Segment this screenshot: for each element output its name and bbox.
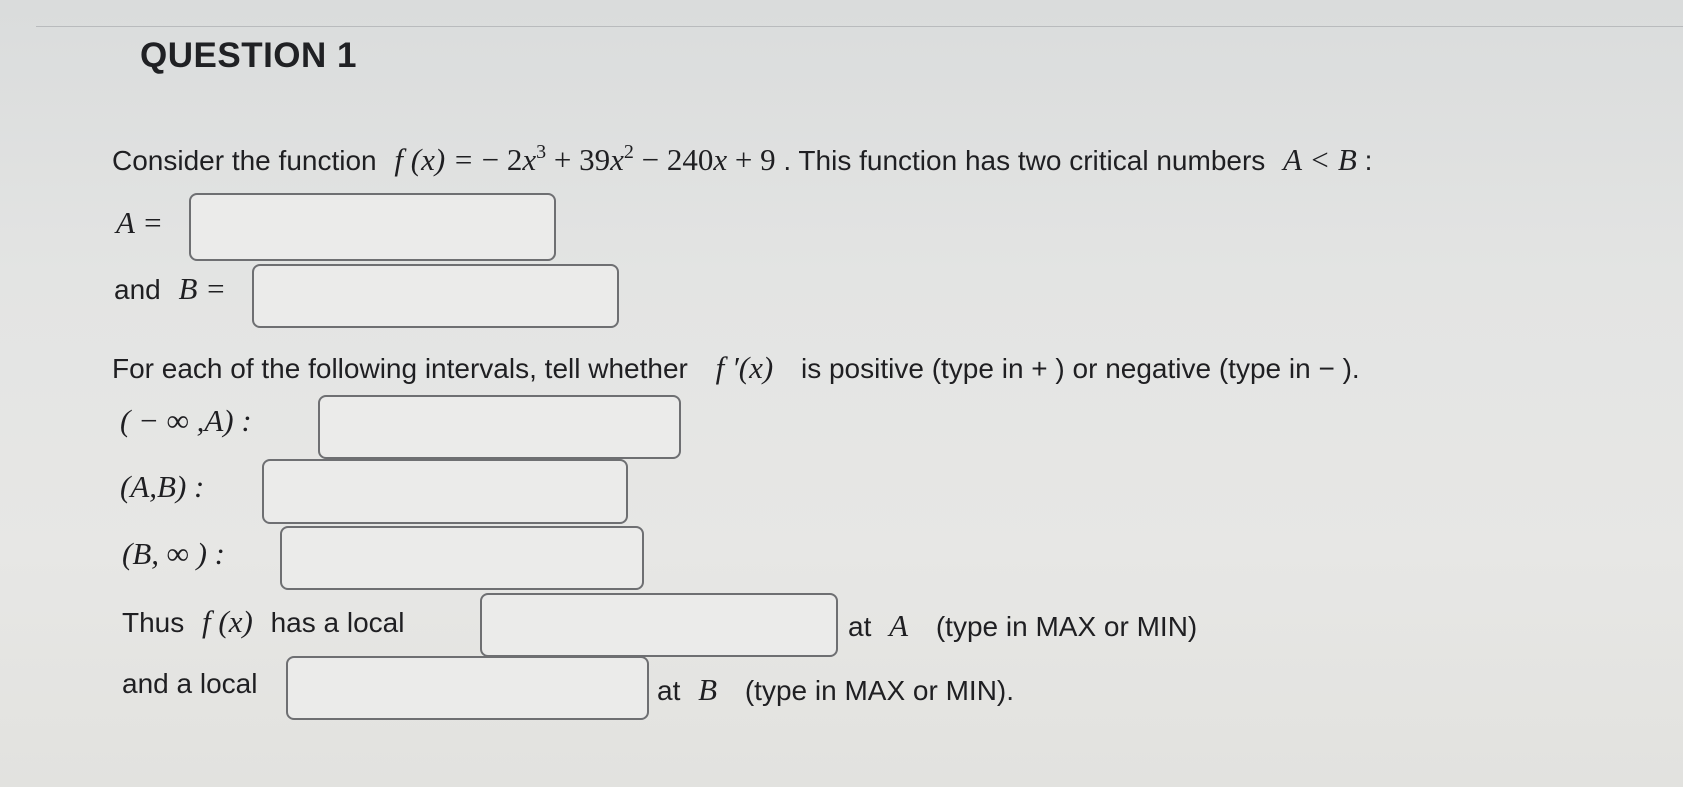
expression-term: + 9 <box>727 142 776 177</box>
function-statement <box>112 142 1372 178</box>
local-b-type-input[interactable] <box>286 656 649 720</box>
thus-text: Thus <box>122 607 185 638</box>
b-prefix: and <box>114 274 161 305</box>
conclusion-line-2-end <box>657 672 1014 708</box>
var-b: B <box>698 672 718 707</box>
sign-prompt-start: For each of the following intervals, tell whether <box>112 353 688 384</box>
local-a-type-input[interactable] <box>480 593 838 657</box>
has-local-text: has a local <box>270 607 405 638</box>
function-expression <box>482 142 776 177</box>
expression-term: x <box>522 142 537 177</box>
conclusion-line-1-end <box>848 608 1197 644</box>
expression-term: + 39 <box>546 142 611 177</box>
intro-prefix: Consider the function <box>112 145 377 176</box>
interval-1-input[interactable] <box>318 395 681 459</box>
and-local-text: and a local <box>122 668 258 699</box>
b-label: B = <box>178 271 227 306</box>
a-answer-input[interactable] <box>189 193 556 261</box>
interval-2-label: (A,B) : <box>120 469 205 504</box>
intro-colon: : <box>1364 145 1373 176</box>
interval-3-label: (B, ∞ ) : <box>122 536 226 571</box>
b-answer-input[interactable] <box>252 264 619 328</box>
type-hint-b: (type in MAX or MIN). <box>744 675 1015 706</box>
interval-2-input[interactable] <box>262 459 628 524</box>
expression-term: x <box>713 142 728 177</box>
interval-1-label: ( − ∞ ,A) : <box>120 403 252 438</box>
interval-3-input[interactable] <box>280 526 644 590</box>
expression-term: − 240 <box>633 142 714 177</box>
fx-label: f (x) <box>202 604 253 639</box>
derivative-label: f ′(x) <box>715 350 774 385</box>
expression-term: x <box>610 142 624 177</box>
a-label: A = <box>116 205 164 240</box>
intro-suffix: . This function has two critical numbers <box>783 145 1266 176</box>
var-a: A <box>889 608 909 643</box>
critical-order: A < B <box>1283 142 1357 177</box>
sign-prompt-end: is positive (type in + ) or negative (type in − ). <box>800 353 1360 384</box>
derivative-prompt <box>112 350 1360 386</box>
top-divider <box>36 26 1683 27</box>
conclusion-line-2-start <box>122 668 257 700</box>
exponent: 2 <box>623 141 634 163</box>
exponent: 3 <box>536 141 547 163</box>
conclusion-line-1-start <box>122 604 404 640</box>
question-title: QUESTION 1 <box>140 36 357 75</box>
at-b-text: at <box>657 675 681 706</box>
expression-term: − 2 <box>481 142 523 177</box>
function-label: f (x) = <box>394 142 474 177</box>
at-a-text: at <box>848 611 872 642</box>
type-hint-a: (type in MAX or MIN) <box>935 611 1198 642</box>
b-label-row <box>114 271 226 307</box>
